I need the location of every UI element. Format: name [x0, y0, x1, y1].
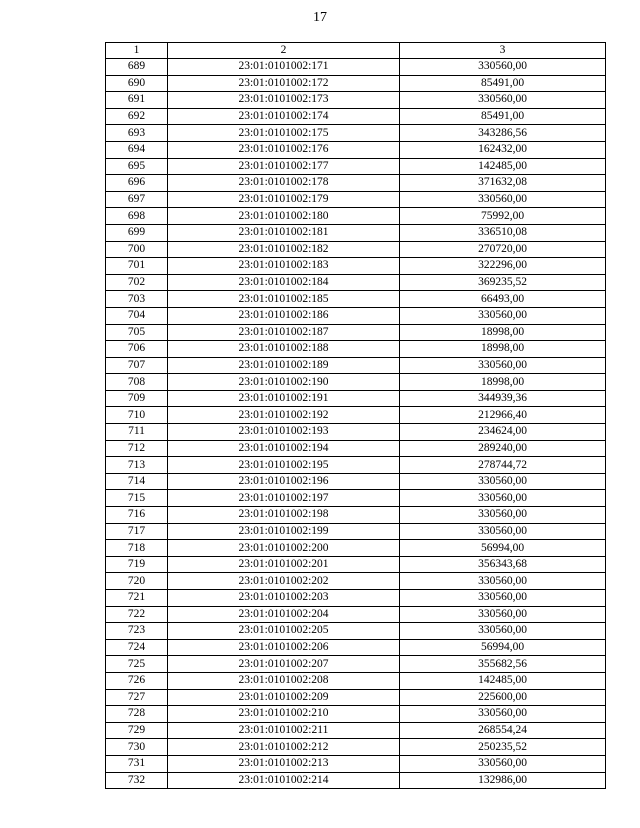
- cadastral-number-cell: 23:01:0101002:196: [168, 473, 400, 490]
- value-cell: 330560,00: [400, 590, 606, 607]
- table-row: [106, 424, 606, 441]
- table-row: [106, 307, 606, 324]
- row-number-cell: 714: [106, 473, 168, 490]
- row-number-cell: 732: [106, 772, 168, 789]
- row-number-cell: 726: [106, 672, 168, 689]
- value-cell: 330560,00: [400, 706, 606, 723]
- cadastral-number-cell: 23:01:0101002:197: [168, 490, 400, 507]
- cadastral-number-cell: 23:01:0101002:182: [168, 241, 400, 258]
- cadastral-number-cell: 23:01:0101002:212: [168, 739, 400, 756]
- cadastral-number-cell: 23:01:0101002:190: [168, 374, 400, 391]
- table-row: [106, 490, 606, 507]
- cadastral-number-cell: 23:01:0101002:184: [168, 274, 400, 291]
- cadastral-number-cell: 23:01:0101002:201: [168, 556, 400, 573]
- value-cell: 270720,00: [400, 241, 606, 258]
- value-cell: 322296,00: [400, 258, 606, 275]
- value-cell: 330560,00: [400, 473, 606, 490]
- cadastral-number-cell: 23:01:0101002:208: [168, 672, 400, 689]
- table-row: [106, 291, 606, 308]
- cadastral-number-cell: 23:01:0101002:205: [168, 623, 400, 640]
- row-number-cell: 718: [106, 540, 168, 557]
- row-number-cell: 729: [106, 722, 168, 739]
- table-row: [106, 92, 606, 109]
- value-cell: 132986,00: [400, 772, 606, 789]
- table-row: [106, 540, 606, 557]
- value-cell: 268554,24: [400, 722, 606, 739]
- row-number-cell: 697: [106, 191, 168, 208]
- row-number-cell: 725: [106, 656, 168, 673]
- value-cell: 343286,56: [400, 125, 606, 142]
- row-number-cell: 703: [106, 291, 168, 308]
- value-cell: 330560,00: [400, 490, 606, 507]
- row-number-cell: 706: [106, 341, 168, 358]
- cadastral-number-cell: 23:01:0101002:191: [168, 390, 400, 407]
- table-row: [106, 706, 606, 723]
- row-number-cell: 698: [106, 208, 168, 225]
- table-row: [106, 59, 606, 76]
- cadastral-number-cell: 23:01:0101002:209: [168, 689, 400, 706]
- value-cell: 18998,00: [400, 374, 606, 391]
- table-row: [106, 590, 606, 607]
- row-number-cell: 701: [106, 258, 168, 275]
- table-row: [106, 440, 606, 457]
- cadastral-number-cell: 23:01:0101002:207: [168, 656, 400, 673]
- page-number: 17: [313, 10, 327, 25]
- cadastral-number-cell: 23:01:0101002:200: [168, 540, 400, 557]
- value-cell: 18998,00: [400, 324, 606, 341]
- row-number-cell: 707: [106, 357, 168, 374]
- row-number-cell: 696: [106, 175, 168, 192]
- value-cell: 289240,00: [400, 440, 606, 457]
- cadastral-number-cell: 23:01:0101002:203: [168, 590, 400, 607]
- header-cell-3: 3: [400, 43, 606, 59]
- value-cell: 56994,00: [400, 639, 606, 656]
- table-row: [106, 656, 606, 673]
- table-row: [106, 523, 606, 540]
- registry-table: [105, 42, 606, 789]
- value-cell: 330560,00: [400, 507, 606, 524]
- table-row: [106, 623, 606, 640]
- row-number-cell: 727: [106, 689, 168, 706]
- table-row: [106, 772, 606, 789]
- table-row: [106, 75, 606, 92]
- value-cell: 330560,00: [400, 755, 606, 772]
- cadastral-number-cell: 23:01:0101002:206: [168, 639, 400, 656]
- row-number-cell: 690: [106, 75, 168, 92]
- value-cell: 330560,00: [400, 623, 606, 640]
- cadastral-number-cell: 23:01:0101002:199: [168, 523, 400, 540]
- value-cell: 142485,00: [400, 672, 606, 689]
- table-row: [106, 208, 606, 225]
- row-number-cell: 695: [106, 158, 168, 175]
- row-number-cell: 728: [106, 706, 168, 723]
- cadastral-number-cell: 23:01:0101002:213: [168, 755, 400, 772]
- table-row: [106, 556, 606, 573]
- cadastral-number-cell: 23:01:0101002:202: [168, 573, 400, 590]
- table-row: [106, 722, 606, 739]
- value-cell: 66493,00: [400, 291, 606, 308]
- header-cell-1: 1: [106, 43, 168, 59]
- row-number-cell: 693: [106, 125, 168, 142]
- row-number-cell: 691: [106, 92, 168, 109]
- cadastral-number-cell: 23:01:0101002:173: [168, 92, 400, 109]
- value-cell: 369235,52: [400, 274, 606, 291]
- table-row: [106, 191, 606, 208]
- table-row: [106, 324, 606, 341]
- cadastral-number-cell: 23:01:0101002:175: [168, 125, 400, 142]
- value-cell: 85491,00: [400, 75, 606, 92]
- table-row: [106, 241, 606, 258]
- value-cell: 330560,00: [400, 573, 606, 590]
- value-cell: 85491,00: [400, 108, 606, 125]
- table-row: [106, 507, 606, 524]
- table-row: [106, 158, 606, 175]
- value-cell: 330560,00: [400, 606, 606, 623]
- table-row: [106, 606, 606, 623]
- table-row: [106, 407, 606, 424]
- cadastral-number-cell: 23:01:0101002:176: [168, 141, 400, 158]
- value-cell: 371632,08: [400, 175, 606, 192]
- row-number-cell: 730: [106, 739, 168, 756]
- cadastral-number-cell: 23:01:0101002:171: [168, 59, 400, 76]
- cadastral-number-cell: 23:01:0101002:193: [168, 424, 400, 441]
- table-row: [106, 141, 606, 158]
- header-cell-2: 2: [168, 43, 400, 59]
- cadastral-number-cell: 23:01:0101002:188: [168, 341, 400, 358]
- value-cell: 278744,72: [400, 457, 606, 474]
- table-row: [106, 108, 606, 125]
- value-cell: 18998,00: [400, 341, 606, 358]
- header-row: [106, 43, 606, 59]
- cadastral-number-cell: 23:01:0101002:194: [168, 440, 400, 457]
- cadastral-number-cell: 23:01:0101002:186: [168, 307, 400, 324]
- value-cell: 330560,00: [400, 357, 606, 374]
- row-number-cell: 708: [106, 374, 168, 391]
- row-number-cell: 712: [106, 440, 168, 457]
- row-number-cell: 699: [106, 224, 168, 241]
- cadastral-number-cell: 23:01:0101002:177: [168, 158, 400, 175]
- value-cell: 75992,00: [400, 208, 606, 225]
- value-cell: 330560,00: [400, 307, 606, 324]
- value-cell: 344939,36: [400, 390, 606, 407]
- row-number-cell: 717: [106, 523, 168, 540]
- cadastral-number-cell: 23:01:0101002:187: [168, 324, 400, 341]
- row-number-cell: 724: [106, 639, 168, 656]
- cadastral-number-cell: 23:01:0101002:204: [168, 606, 400, 623]
- value-cell: 250235,52: [400, 739, 606, 756]
- cadastral-number-cell: 23:01:0101002:181: [168, 224, 400, 241]
- value-cell: 330560,00: [400, 59, 606, 76]
- cadastral-number-cell: 23:01:0101002:178: [168, 175, 400, 192]
- table-row: [106, 639, 606, 656]
- table-row: [106, 341, 606, 358]
- row-number-cell: 723: [106, 623, 168, 640]
- table-row: [106, 689, 606, 706]
- row-number-cell: 715: [106, 490, 168, 507]
- row-number-cell: 692: [106, 108, 168, 125]
- table-row: [106, 457, 606, 474]
- value-cell: 56994,00: [400, 540, 606, 557]
- cadastral-number-cell: 23:01:0101002:185: [168, 291, 400, 308]
- row-number-cell: 731: [106, 755, 168, 772]
- value-cell: 225600,00: [400, 689, 606, 706]
- cadastral-number-cell: 23:01:0101002:172: [168, 75, 400, 92]
- table-row: [106, 274, 606, 291]
- row-number-cell: 716: [106, 507, 168, 524]
- table-body: [106, 59, 606, 789]
- cadastral-number-cell: 23:01:0101002:192: [168, 407, 400, 424]
- row-number-cell: 694: [106, 141, 168, 158]
- table-row: [106, 672, 606, 689]
- cadastral-number-cell: 23:01:0101002:195: [168, 457, 400, 474]
- row-number-cell: 704: [106, 307, 168, 324]
- row-number-cell: 689: [106, 59, 168, 76]
- value-cell: 212966,40: [400, 407, 606, 424]
- table-row: [106, 390, 606, 407]
- cadastral-number-cell: 23:01:0101002:198: [168, 507, 400, 524]
- row-number-cell: 719: [106, 556, 168, 573]
- table-row: [106, 357, 606, 374]
- table-row: [106, 755, 606, 772]
- value-cell: 330560,00: [400, 191, 606, 208]
- value-cell: 356343,68: [400, 556, 606, 573]
- row-number-cell: 702: [106, 274, 168, 291]
- cadastral-number-cell: 23:01:0101002:179: [168, 191, 400, 208]
- cadastral-number-cell: 23:01:0101002:174: [168, 108, 400, 125]
- row-number-cell: 711: [106, 424, 168, 441]
- table-row: [106, 739, 606, 756]
- table-row: [106, 374, 606, 391]
- row-number-cell: 705: [106, 324, 168, 341]
- table-row: [106, 224, 606, 241]
- row-number-cell: 722: [106, 606, 168, 623]
- cadastral-number-cell: 23:01:0101002:211: [168, 722, 400, 739]
- value-cell: 330560,00: [400, 92, 606, 109]
- value-cell: 355682,56: [400, 656, 606, 673]
- row-number-cell: 710: [106, 407, 168, 424]
- value-cell: 330560,00: [400, 523, 606, 540]
- table-row: [106, 573, 606, 590]
- cadastral-number-cell: 23:01:0101002:183: [168, 258, 400, 275]
- value-cell: 162432,00: [400, 141, 606, 158]
- row-number-cell: 709: [106, 390, 168, 407]
- cadastral-number-cell: 23:01:0101002:210: [168, 706, 400, 723]
- value-cell: 336510,08: [400, 224, 606, 241]
- cadastral-number-cell: 23:01:0101002:189: [168, 357, 400, 374]
- row-number-cell: 713: [106, 457, 168, 474]
- row-number-cell: 721: [106, 590, 168, 607]
- table-row: [106, 473, 606, 490]
- table-row: [106, 258, 606, 275]
- table-header: [106, 43, 606, 59]
- cadastral-number-cell: 23:01:0101002:180: [168, 208, 400, 225]
- value-cell: 234624,00: [400, 424, 606, 441]
- row-number-cell: 720: [106, 573, 168, 590]
- row-number-cell: 700: [106, 241, 168, 258]
- value-cell: 142485,00: [400, 158, 606, 175]
- table-row: [106, 175, 606, 192]
- table-row: [106, 125, 606, 142]
- cadastral-number-cell: 23:01:0101002:214: [168, 772, 400, 789]
